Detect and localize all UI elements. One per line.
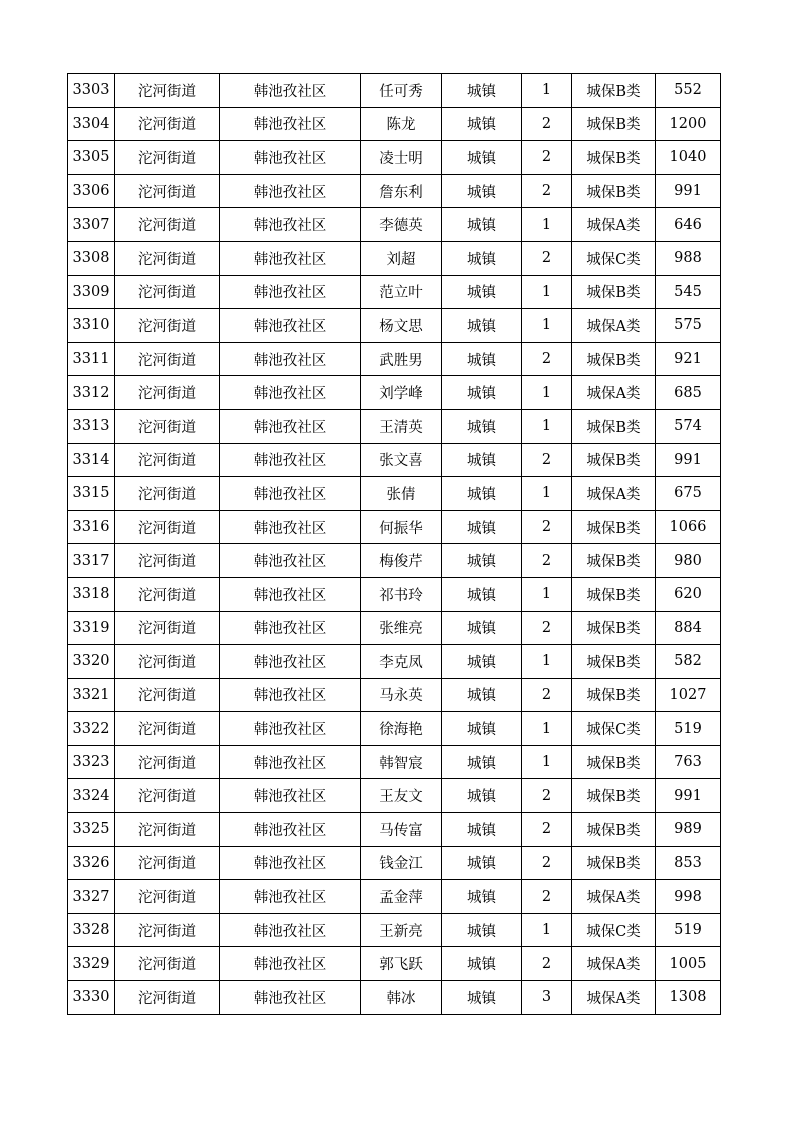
- street-cell: 沱河街道: [115, 510, 220, 544]
- street-cell: 沱河街道: [115, 241, 220, 275]
- residence-type-cell: 城镇: [442, 74, 522, 108]
- table-row: [68, 477, 721, 511]
- community-cell: 韩池孜社区: [220, 544, 361, 578]
- assistance-category-cell: 城保B类: [572, 107, 656, 141]
- street-cell: 沱河街道: [115, 342, 220, 376]
- street-cell: 沱河街道: [115, 913, 220, 947]
- community-cell: 韩池孜社区: [220, 611, 361, 645]
- street-cell: 沱河街道: [115, 74, 220, 108]
- community-cell: 韩池孜社区: [220, 342, 361, 376]
- assistance-category-cell: 城保B类: [572, 779, 656, 813]
- record-id-cell: 3306: [68, 174, 115, 208]
- household-count-cell: 2: [522, 141, 572, 175]
- table-row: [68, 712, 721, 746]
- amount-cell: 620: [656, 577, 721, 611]
- community-cell: 韩池孜社区: [220, 309, 361, 343]
- amount-cell: 575: [656, 309, 721, 343]
- record-id-cell: 3313: [68, 409, 115, 443]
- record-id-cell: 3318: [68, 577, 115, 611]
- assistance-category-cell: 城保B类: [572, 342, 656, 376]
- person-name-cell: 祁书玲: [361, 577, 442, 611]
- table-row: [68, 107, 721, 141]
- household-count-cell: 1: [522, 645, 572, 679]
- person-name-cell: 詹东利: [361, 174, 442, 208]
- amount-cell: 991: [656, 174, 721, 208]
- assistance-category-cell: 城保A类: [572, 208, 656, 242]
- record-id-cell: 3319: [68, 611, 115, 645]
- household-count-cell: 1: [522, 712, 572, 746]
- amount-cell: 1308: [656, 981, 721, 1015]
- table-row: [68, 376, 721, 410]
- table-row: [68, 947, 721, 981]
- community-cell: 韩池孜社区: [220, 678, 361, 712]
- community-cell: 韩池孜社区: [220, 74, 361, 108]
- record-id-cell: 3324: [68, 779, 115, 813]
- residence-type-cell: 城镇: [442, 880, 522, 914]
- assistance-category-cell: 城保B类: [572, 813, 656, 847]
- record-id-cell: 3317: [68, 544, 115, 578]
- amount-cell: 574: [656, 409, 721, 443]
- community-cell: 韩池孜社区: [220, 577, 361, 611]
- community-cell: 韩池孜社区: [220, 813, 361, 847]
- person-name-cell: 李克凤: [361, 645, 442, 679]
- table-row: [68, 745, 721, 779]
- street-cell: 沱河街道: [115, 141, 220, 175]
- assistance-category-cell: 城保B类: [572, 611, 656, 645]
- amount-cell: 1040: [656, 141, 721, 175]
- community-cell: 韩池孜社区: [220, 443, 361, 477]
- household-count-cell: 2: [522, 107, 572, 141]
- household-count-cell: 1: [522, 275, 572, 309]
- table-row: [68, 275, 721, 309]
- table-row: [68, 981, 721, 1015]
- street-cell: 沱河街道: [115, 745, 220, 779]
- residence-type-cell: 城镇: [442, 107, 522, 141]
- street-cell: 沱河街道: [115, 880, 220, 914]
- street-cell: 沱河街道: [115, 544, 220, 578]
- table-row: [68, 342, 721, 376]
- street-cell: 沱河街道: [115, 947, 220, 981]
- household-count-cell: 2: [522, 846, 572, 880]
- household-count-cell: 1: [522, 745, 572, 779]
- community-cell: 韩池孜社区: [220, 645, 361, 679]
- assistance-category-cell: 城保A类: [572, 880, 656, 914]
- household-count-cell: 1: [522, 74, 572, 108]
- person-name-cell: 孟金萍: [361, 880, 442, 914]
- community-cell: 韩池孜社区: [220, 510, 361, 544]
- person-name-cell: 王友文: [361, 779, 442, 813]
- assistance-category-cell: 城保B类: [572, 846, 656, 880]
- street-cell: 沱河街道: [115, 443, 220, 477]
- person-name-cell: 韩冰: [361, 981, 442, 1015]
- table-row: [68, 813, 721, 847]
- residence-type-cell: 城镇: [442, 981, 522, 1015]
- person-name-cell: 钱金江: [361, 846, 442, 880]
- residence-type-cell: 城镇: [442, 913, 522, 947]
- amount-cell: 1200: [656, 107, 721, 141]
- assistance-category-cell: 城保C类: [572, 712, 656, 746]
- assistance-category-cell: 城保C类: [572, 241, 656, 275]
- residence-type-cell: 城镇: [442, 611, 522, 645]
- amount-cell: 989: [656, 813, 721, 847]
- household-count-cell: 1: [522, 376, 572, 410]
- amount-cell: 884: [656, 611, 721, 645]
- assistance-category-cell: 城保B类: [572, 141, 656, 175]
- table-row: [68, 846, 721, 880]
- residence-type-cell: 城镇: [442, 174, 522, 208]
- table-row: [68, 611, 721, 645]
- household-count-cell: 2: [522, 678, 572, 712]
- person-name-cell: 武胜男: [361, 342, 442, 376]
- person-name-cell: 李德英: [361, 208, 442, 242]
- table-row: [68, 208, 721, 242]
- household-count-cell: 2: [522, 611, 572, 645]
- record-id-cell: 3326: [68, 846, 115, 880]
- street-cell: 沱河街道: [115, 174, 220, 208]
- assistance-category-cell: 城保A类: [572, 477, 656, 511]
- community-cell: 韩池孜社区: [220, 241, 361, 275]
- community-cell: 韩池孜社区: [220, 208, 361, 242]
- street-cell: 沱河街道: [115, 409, 220, 443]
- amount-cell: 646: [656, 208, 721, 242]
- record-id-cell: 3323: [68, 745, 115, 779]
- community-cell: 韩池孜社区: [220, 376, 361, 410]
- household-count-cell: 1: [522, 409, 572, 443]
- residence-type-cell: 城镇: [442, 241, 522, 275]
- household-count-cell: 1: [522, 913, 572, 947]
- record-id-cell: 3308: [68, 241, 115, 275]
- household-count-cell: 2: [522, 342, 572, 376]
- household-count-cell: 2: [522, 544, 572, 578]
- household-count-cell: 1: [522, 577, 572, 611]
- household-count-cell: 2: [522, 813, 572, 847]
- street-cell: 沱河街道: [115, 846, 220, 880]
- record-id-cell: 3303: [68, 74, 115, 108]
- assistance-category-cell: 城保B类: [572, 510, 656, 544]
- street-cell: 沱河街道: [115, 208, 220, 242]
- community-cell: 韩池孜社区: [220, 913, 361, 947]
- amount-cell: 853: [656, 846, 721, 880]
- community-cell: 韩池孜社区: [220, 409, 361, 443]
- assistance-category-cell: 城保B类: [572, 409, 656, 443]
- assistance-category-cell: 城保B类: [572, 174, 656, 208]
- record-id-cell: 3310: [68, 309, 115, 343]
- street-cell: 沱河街道: [115, 678, 220, 712]
- person-name-cell: 何振华: [361, 510, 442, 544]
- record-id-cell: 3314: [68, 443, 115, 477]
- assistance-category-cell: 城保B类: [572, 745, 656, 779]
- residence-type-cell: 城镇: [442, 443, 522, 477]
- household-count-cell: 1: [522, 208, 572, 242]
- street-cell: 沱河街道: [115, 477, 220, 511]
- amount-cell: 519: [656, 712, 721, 746]
- assistance-category-cell: 城保B类: [572, 275, 656, 309]
- street-cell: 沱河街道: [115, 981, 220, 1015]
- amount-cell: 685: [656, 376, 721, 410]
- street-cell: 沱河街道: [115, 645, 220, 679]
- assistance-category-cell: 城保C类: [572, 913, 656, 947]
- household-count-cell: 1: [522, 309, 572, 343]
- residence-type-cell: 城镇: [442, 813, 522, 847]
- assistance-category-cell: 城保B类: [572, 74, 656, 108]
- community-cell: 韩池孜社区: [220, 477, 361, 511]
- residence-type-cell: 城镇: [442, 208, 522, 242]
- community-cell: 韩池孜社区: [220, 141, 361, 175]
- table-body: [68, 74, 721, 1015]
- table-row: [68, 510, 721, 544]
- community-cell: 韩池孜社区: [220, 947, 361, 981]
- table-row: [68, 309, 721, 343]
- residence-type-cell: 城镇: [442, 376, 522, 410]
- community-cell: 韩池孜社区: [220, 880, 361, 914]
- person-name-cell: 任可秀: [361, 74, 442, 108]
- residence-type-cell: 城镇: [442, 510, 522, 544]
- assistance-category-cell: 城保B类: [572, 443, 656, 477]
- assistance-category-cell: 城保A类: [572, 981, 656, 1015]
- street-cell: 沱河街道: [115, 107, 220, 141]
- assistance-category-cell: 城保A类: [572, 309, 656, 343]
- person-name-cell: 郭飞跃: [361, 947, 442, 981]
- person-name-cell: 王新亮: [361, 913, 442, 947]
- amount-cell: 675: [656, 477, 721, 511]
- record-id-cell: 3304: [68, 107, 115, 141]
- record-id-cell: 3309: [68, 275, 115, 309]
- residence-type-cell: 城镇: [442, 477, 522, 511]
- street-cell: 沱河街道: [115, 813, 220, 847]
- amount-cell: 582: [656, 645, 721, 679]
- table-row: [68, 241, 721, 275]
- amount-cell: 545: [656, 275, 721, 309]
- record-id-cell: 3315: [68, 477, 115, 511]
- table-row: [68, 779, 721, 813]
- person-name-cell: 陈龙: [361, 107, 442, 141]
- household-count-cell: 2: [522, 174, 572, 208]
- assistance-category-cell: 城保B类: [572, 544, 656, 578]
- household-count-cell: 2: [522, 241, 572, 275]
- record-id-cell: 3316: [68, 510, 115, 544]
- record-id-cell: 3328: [68, 913, 115, 947]
- table-row: [68, 678, 721, 712]
- community-cell: 韩池孜社区: [220, 981, 361, 1015]
- person-name-cell: 范立叶: [361, 275, 442, 309]
- street-cell: 沱河街道: [115, 376, 220, 410]
- person-name-cell: 刘学峰: [361, 376, 442, 410]
- amount-cell: 921: [656, 342, 721, 376]
- record-id-cell: 3312: [68, 376, 115, 410]
- table-row: [68, 880, 721, 914]
- street-cell: 沱河街道: [115, 309, 220, 343]
- residence-type-cell: 城镇: [442, 712, 522, 746]
- beneficiary-table: [67, 73, 721, 1015]
- person-name-cell: 凌士明: [361, 141, 442, 175]
- residence-type-cell: 城镇: [442, 409, 522, 443]
- table-row: [68, 409, 721, 443]
- community-cell: 韩池孜社区: [220, 846, 361, 880]
- residence-type-cell: 城镇: [442, 846, 522, 880]
- table-row: [68, 645, 721, 679]
- table-row: [68, 174, 721, 208]
- residence-type-cell: 城镇: [442, 342, 522, 376]
- amount-cell: 991: [656, 443, 721, 477]
- street-cell: 沱河街道: [115, 779, 220, 813]
- record-id-cell: 3321: [68, 678, 115, 712]
- table-row: [68, 443, 721, 477]
- table-row: [68, 74, 721, 108]
- residence-type-cell: 城镇: [442, 141, 522, 175]
- table-row: [68, 544, 721, 578]
- amount-cell: 763: [656, 745, 721, 779]
- table-row: [68, 577, 721, 611]
- household-count-cell: 2: [522, 779, 572, 813]
- street-cell: 沱河街道: [115, 577, 220, 611]
- amount-cell: 980: [656, 544, 721, 578]
- residence-type-cell: 城镇: [442, 577, 522, 611]
- record-id-cell: 3327: [68, 880, 115, 914]
- community-cell: 韩池孜社区: [220, 107, 361, 141]
- residence-type-cell: 城镇: [442, 678, 522, 712]
- record-id-cell: 3307: [68, 208, 115, 242]
- person-name-cell: 韩智宸: [361, 745, 442, 779]
- community-cell: 韩池孜社区: [220, 712, 361, 746]
- person-name-cell: 杨文思: [361, 309, 442, 343]
- person-name-cell: 刘超: [361, 241, 442, 275]
- person-name-cell: 张倩: [361, 477, 442, 511]
- person-name-cell: 马永英: [361, 678, 442, 712]
- table-row: [68, 913, 721, 947]
- community-cell: 韩池孜社区: [220, 275, 361, 309]
- residence-type-cell: 城镇: [442, 947, 522, 981]
- amount-cell: 1005: [656, 947, 721, 981]
- amount-cell: 552: [656, 74, 721, 108]
- assistance-category-cell: 城保A类: [572, 947, 656, 981]
- assistance-category-cell: 城保A类: [572, 376, 656, 410]
- table-row: [68, 141, 721, 175]
- residence-type-cell: 城镇: [442, 745, 522, 779]
- record-id-cell: 3322: [68, 712, 115, 746]
- record-id-cell: 3329: [68, 947, 115, 981]
- residence-type-cell: 城镇: [442, 779, 522, 813]
- amount-cell: 991: [656, 779, 721, 813]
- residence-type-cell: 城镇: [442, 544, 522, 578]
- household-count-cell: 2: [522, 880, 572, 914]
- amount-cell: 1027: [656, 678, 721, 712]
- household-count-cell: 2: [522, 947, 572, 981]
- record-id-cell: 3330: [68, 981, 115, 1015]
- amount-cell: 1066: [656, 510, 721, 544]
- household-count-cell: 3: [522, 981, 572, 1015]
- assistance-category-cell: 城保B类: [572, 577, 656, 611]
- community-cell: 韩池孜社区: [220, 174, 361, 208]
- record-id-cell: 3325: [68, 813, 115, 847]
- person-name-cell: 梅俊芹: [361, 544, 442, 578]
- record-id-cell: 3320: [68, 645, 115, 679]
- person-name-cell: 张文喜: [361, 443, 442, 477]
- amount-cell: 988: [656, 241, 721, 275]
- street-cell: 沱河街道: [115, 611, 220, 645]
- person-name-cell: 张维亮: [361, 611, 442, 645]
- household-count-cell: 2: [522, 443, 572, 477]
- residence-type-cell: 城镇: [442, 645, 522, 679]
- record-id-cell: 3311: [68, 342, 115, 376]
- amount-cell: 998: [656, 880, 721, 914]
- street-cell: 沱河街道: [115, 712, 220, 746]
- community-cell: 韩池孜社区: [220, 745, 361, 779]
- assistance-category-cell: 城保B类: [572, 678, 656, 712]
- amount-cell: 519: [656, 913, 721, 947]
- person-name-cell: 马传富: [361, 813, 442, 847]
- person-name-cell: 王清英: [361, 409, 442, 443]
- community-cell: 韩池孜社区: [220, 779, 361, 813]
- assistance-category-cell: 城保B类: [572, 645, 656, 679]
- record-id-cell: 3305: [68, 141, 115, 175]
- street-cell: 沱河街道: [115, 275, 220, 309]
- person-name-cell: 徐海艳: [361, 712, 442, 746]
- household-count-cell: 1: [522, 477, 572, 511]
- residence-type-cell: 城镇: [442, 275, 522, 309]
- residence-type-cell: 城镇: [442, 309, 522, 343]
- household-count-cell: 2: [522, 510, 572, 544]
